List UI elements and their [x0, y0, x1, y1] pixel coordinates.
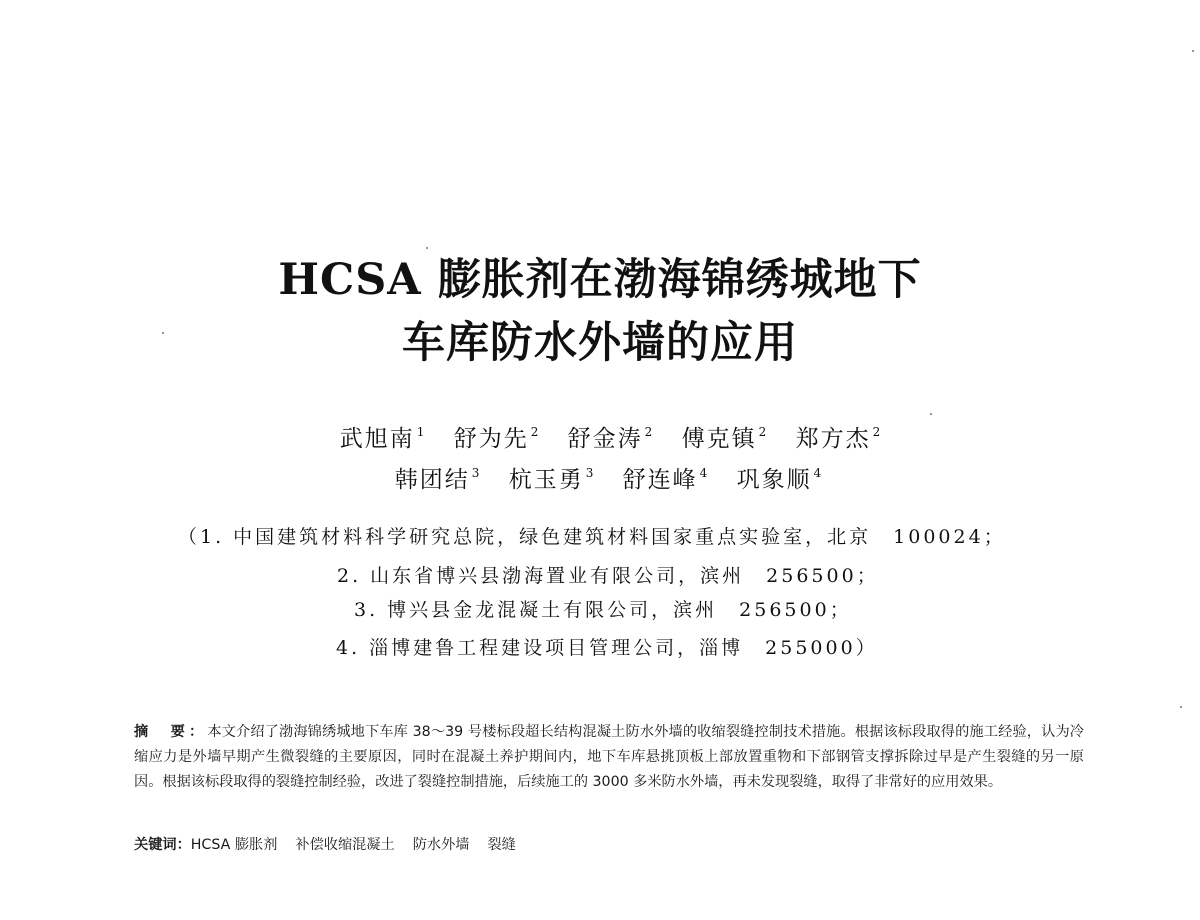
- author: 杭玉勇 $^3$: [508, 466, 594, 493]
- author: 武旭南 $^1$: [339, 425, 425, 452]
- scan-speck: [1192, 50, 1194, 52]
- author: 巩象顺 $^4$: [736, 466, 822, 493]
- scan-speck: [426, 247, 428, 249]
- author: 舒金涛 $^2$: [567, 425, 653, 452]
- keyword: HCSA 膨胀剂: [190, 837, 278, 853]
- author: 舒为先 $^2$: [453, 425, 539, 452]
- author-row-2: [8, 467, 1200, 492]
- keywords: [134, 833, 534, 858]
- author: 傅克镇 $^2$: [681, 425, 767, 452]
- abstract-label: 摘 要：: [134, 724, 208, 740]
- author: 韩团结 $^3$: [394, 466, 480, 493]
- keyword: 裂缝: [487, 837, 516, 853]
- author-row-1: [10, 426, 1200, 451]
- author: 郑方杰 $^2$: [795, 425, 881, 452]
- abstract-text: 本文介绍了渤海锦绣城地下车库 38～39 号楼标段超长结构混凝土防水外墙的收缩裂缝控制技术措施。根据该标段取得的施工经验，认为冷缩应力是外墙早期产生微裂缝的主要原因，同时在混凝土养护期间内，地下车库悬挑顶板上部放置重物和下部钢管支撑拆除过早是产生裂缝的另一原因。根据该标段取得的裂缝控制经验，改进了裂缝控制措施，后续施工的 3000 多米防水外墙，再未发现裂缝，取得了非常好的应用效果。: [134, 724, 1084, 790]
- keywords-label: 关键词：: [134, 837, 191, 853]
- affiliation-4: 4. 淄博建鲁工程建设项目管理公司，淄博 255000）: [336, 637, 878, 659]
- keyword: 防水外墙: [412, 837, 470, 853]
- scan-speck: [930, 413, 932, 415]
- affiliation-3: 3. 博兴县金龙混凝土有限公司，滨州 256500；: [354, 599, 852, 621]
- author: 舒连峰 $^4$: [622, 466, 708, 493]
- affiliation-2: 2. 山东省博兴县渤海置业有限公司，滨州 256500；: [337, 565, 879, 587]
- paper-title-line-2: 车库防水外墙的应用: [402, 318, 798, 368]
- scan-speck: [1180, 706, 1182, 708]
- paper-title-line-1: HCSA 膨胀剂在渤海锦绣城地下: [278, 255, 922, 305]
- scan-speck: [162, 332, 164, 334]
- affiliation-1: （1. 中国建筑材料科学研究总院，绿色建筑材料国家重点实验室，北京 100024；: [178, 526, 1006, 548]
- keyword: 补偿收缩混凝土: [295, 837, 395, 853]
- abstract: [134, 720, 1084, 795]
